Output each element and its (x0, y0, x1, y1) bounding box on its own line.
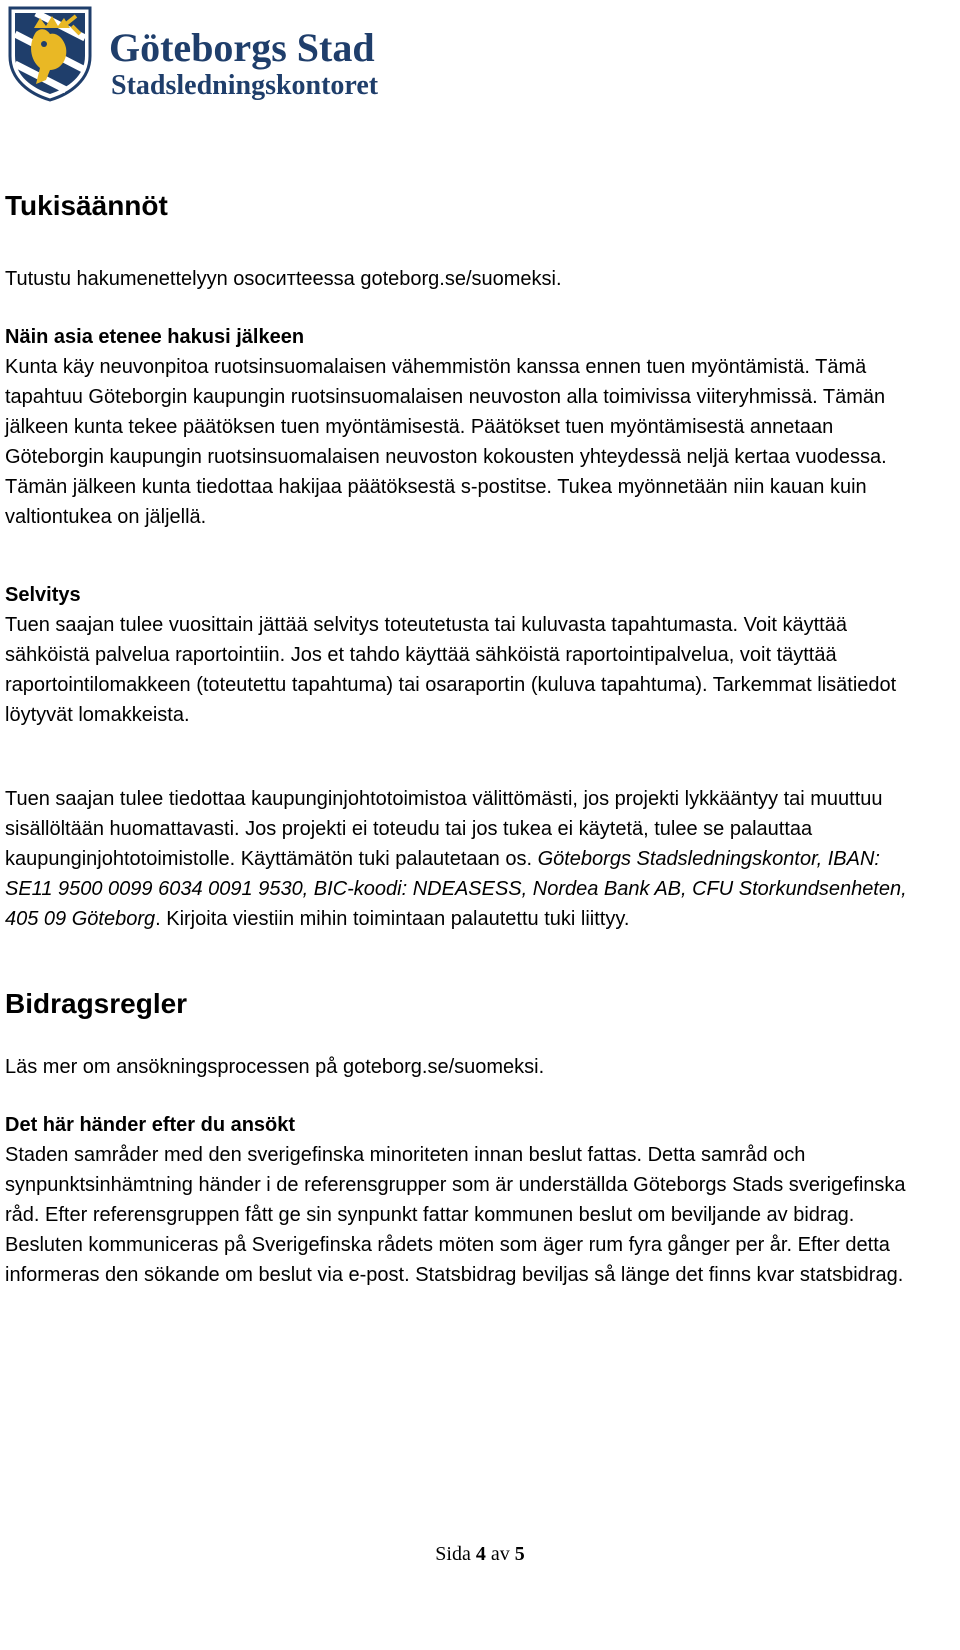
document-body (5, 186, 920, 1290)
org-name: Göteborgs Stad (109, 25, 375, 70)
swedish-process-heading: Det här händer efter du ansökt (5, 1114, 296, 1136)
page-current: 4 (475, 1543, 486, 1565)
page-total: 5 (514, 1543, 525, 1565)
refund-account-details: Göteborgs Stadsledningskontor, IBAN: SE11 9500 0099 6034 0091 9530, BIC-koodi: NDEASESS, Nordea Bank AB, CFU Storkundsenheten, 405 09 Göteborg (5, 848, 907, 930)
finnish-process-heading: Näin asia etenee hakusi jälkeen (5, 326, 305, 348)
swedish-process-text: Staden samråder med den sverigefinska minoriteten innan beslut fattas. Detta samråd och synpunktsinhämtning händer i de referensgrupper som är underställda Göteborgs Stads sverigefinska råd. Efter referensgruppen fått ge sin synpunkt fattar kommunen beslut om beviljande av bidrag. Besluten kommuniceras på Sverigefinska rådets möten som äger rum fyra gånger per år. Efter detta informeras den sökande om beslut via e-post. Statsbidrag beviljas så länge det finns kvar statsbidrag. (5, 1144, 906, 1286)
finnish-refund-note: . Kirjoita viestiin mihin toimintaan palautettu tuki liittyy. (155, 908, 630, 930)
finnish-intro: Tutustu hakumenettelyyn osoситteessa goteborg.se/suomeksi. (5, 268, 562, 290)
page-word: Sida (435, 1543, 471, 1565)
swedish-intro: Läs mer om ansökningsprocessen på goteborg.se/suomeksi. (5, 1056, 545, 1078)
finnish-section-title: Tukisäännöt (5, 190, 168, 221)
org-unit: Stadsledningskontoret (111, 70, 379, 101)
page-header (6, 4, 446, 104)
swedish-section-title: Bidragsregler (5, 988, 188, 1019)
page-number (0, 1540, 960, 1568)
city-crest-icon (6, 4, 94, 102)
finnish-process-text: Kunta käy neuvonpitoa ruotsinsuomalaisen vähemmistön kanssa ennen tuen myöntämistä. Tämä tapahtuu Göteborgin kaupungin ruotsinsuomalaisen neuvoston alla toimivissa viiteryhmissä. Tämän jälkeen kunta tekee päätöksen tuen myöntämisestä. Päätökset tuen myöntämisestä annetaan Göteborgin kaupungin ruotsinsuomalaisen neuvoston kokousten yhteydessä neljä kertaa vuodessa. Tämän jälkeen kunta tiedottaa hakijaa päätöksestä s-postitse. Tukea myönnetään niin kauan kuin valtiontukea on jäljellä. (5, 356, 887, 528)
page-of: av (490, 1543, 510, 1565)
finnish-refund-paragraph (5, 784, 920, 934)
finnish-report-heading: Selvitys (5, 584, 81, 606)
finnish-refund-text: Tuen saajan tulee tiedottaa kaupunginjohtotoimistoa välittömästi, jos projekti lykkääntyy tai muuttuu sisällöltään huomattavasti. Jos projekti ei toteudu tai jos tukea ei käytetä, tulee se palauttaa kaupunginjohtotoimistolle. Käyttämätön tuki palautetaan os. (5, 788, 883, 870)
finnish-report-text: Tuen saajan tulee vuosittain jättää selvitys toteutetusta tai kuluvasta tapahtumasta. Voit käyttää sähköistä palvelua raportointiin. Jos et tahdo käyttää sähköistä raportointipalvelua, voit täyttää raportointilomakkeen (toteutettu tapahtuma) tai osaraportin (kuluva tapahtuma). Tarkemmat lisätiedot löytyvät lomakkeista. (5, 614, 897, 726)
